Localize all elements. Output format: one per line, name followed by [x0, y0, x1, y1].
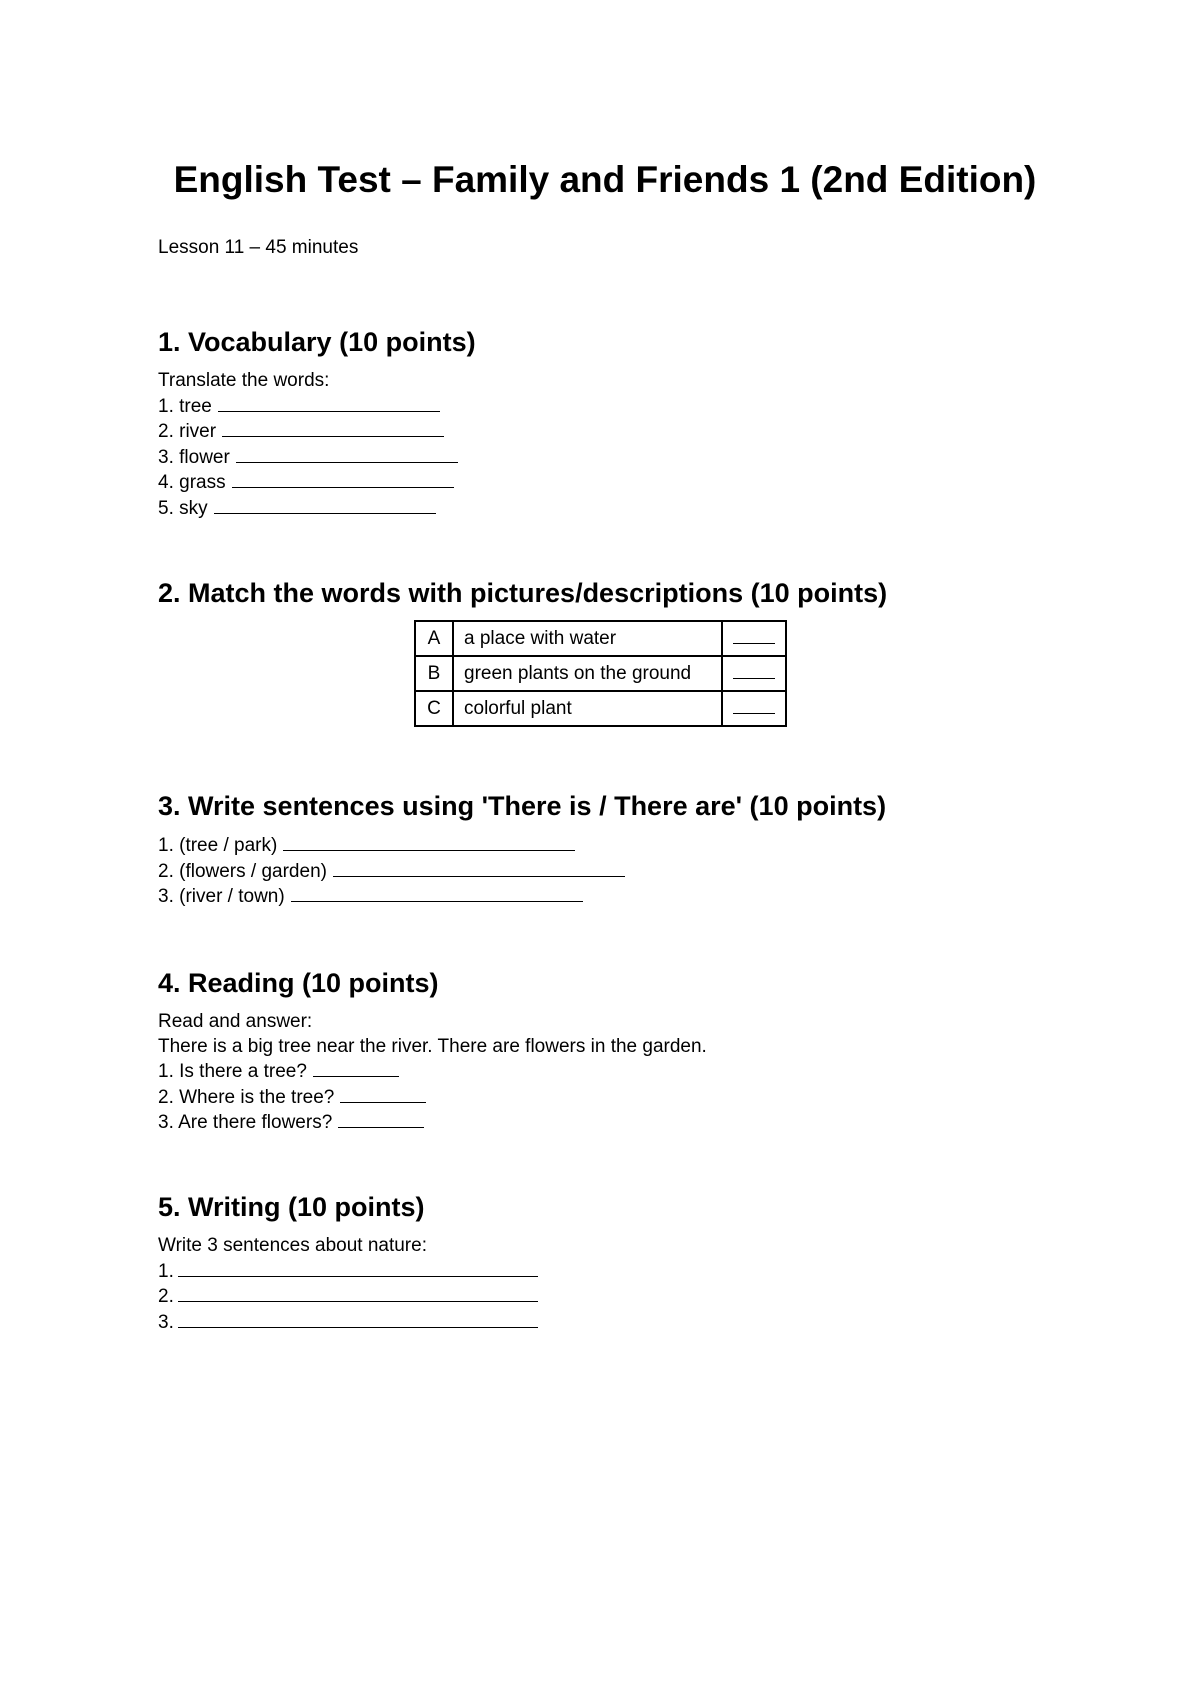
answer-blank[interactable]: [218, 394, 440, 412]
answer-blank[interactable]: [333, 859, 625, 877]
matching-heading: 2. Match the words with pictures/descriptions (10 points): [158, 578, 888, 608]
vocabulary-section: [158, 325, 1058, 521]
answer-blank[interactable]: [236, 445, 458, 463]
vocabulary-instruction: Translate the words:: [158, 370, 330, 391]
vocabulary-item: 2. river: [158, 419, 1058, 445]
answer-blank[interactable]: [733, 662, 775, 679]
sentences-section: [158, 789, 1058, 910]
sentences-heading: 3. Write sentences using 'There is / There are' (10 points): [158, 791, 887, 821]
reading-passage: There is a big tree near the river. There are flowers in the garden.: [158, 1035, 707, 1057]
matching-section: [158, 576, 1058, 610]
table-row: [415, 691, 786, 726]
vocabulary-heading: 1. Vocabulary (10 points): [158, 327, 476, 357]
reading-heading: 4. Reading (10 points): [158, 968, 439, 998]
row-letter: A: [415, 621, 453, 656]
writing-section: [158, 1190, 1058, 1335]
row-answer-cell[interactable]: [722, 656, 786, 691]
row-answer-cell[interactable]: [722, 621, 786, 656]
writing-instruction: Write 3 sentences about nature:: [158, 1235, 427, 1256]
row-letter: C: [415, 691, 453, 726]
answer-blank[interactable]: [283, 833, 575, 851]
table-row: [415, 656, 786, 691]
answer-blank[interactable]: [338, 1110, 424, 1128]
sentence-item: 2. (flowers / garden): [158, 859, 1058, 885]
answer-blank[interactable]: [214, 496, 436, 514]
writing-item: 3.: [158, 1310, 1058, 1336]
reading-question: 3. Are there flowers?: [158, 1110, 1058, 1136]
writing-heading: 5. Writing (10 points): [158, 1192, 425, 1222]
answer-blank[interactable]: [178, 1284, 538, 1302]
row-description: green plants on the ground: [453, 656, 722, 691]
reading-question: 2. Where is the tree?: [158, 1085, 1058, 1111]
row-description: a place with water: [453, 621, 722, 656]
vocabulary-item: 3. flower: [158, 445, 1058, 471]
answer-blank[interactable]: [178, 1310, 538, 1328]
matching-table: [414, 620, 787, 727]
answer-blank[interactable]: [232, 470, 454, 488]
answer-blank[interactable]: [340, 1085, 426, 1103]
answer-blank[interactable]: [733, 627, 775, 644]
reading-question: 1. Is there a tree?: [158, 1059, 1058, 1085]
vocabulary-item: 4. grass: [158, 470, 1058, 496]
answer-blank[interactable]: [222, 419, 444, 437]
sentence-item: 1. (tree / park): [158, 833, 1058, 859]
lesson-subtitle: Lesson 11 – 45 minutes: [158, 237, 359, 258]
answer-blank[interactable]: [291, 884, 583, 902]
row-description: colorful plant: [453, 691, 722, 726]
table-row: [415, 621, 786, 656]
vocabulary-item: 5. sky: [158, 496, 1058, 522]
page-title: English Test – Family and Friends 1 (2nd Edition): [173, 159, 1037, 200]
vocabulary-item: 1. tree: [158, 394, 1058, 420]
sentence-item: 3. (river / town): [158, 884, 1058, 910]
row-letter: B: [415, 656, 453, 691]
reading-instruction: Read and answer:: [158, 1011, 313, 1032]
reading-section: [158, 966, 1058, 1136]
writing-item: 1.: [158, 1259, 1058, 1285]
answer-blank[interactable]: [313, 1059, 399, 1077]
answer-blank[interactable]: [733, 697, 775, 714]
answer-blank[interactable]: [178, 1259, 538, 1277]
writing-item: 2.: [158, 1284, 1058, 1310]
row-answer-cell[interactable]: [722, 691, 786, 726]
